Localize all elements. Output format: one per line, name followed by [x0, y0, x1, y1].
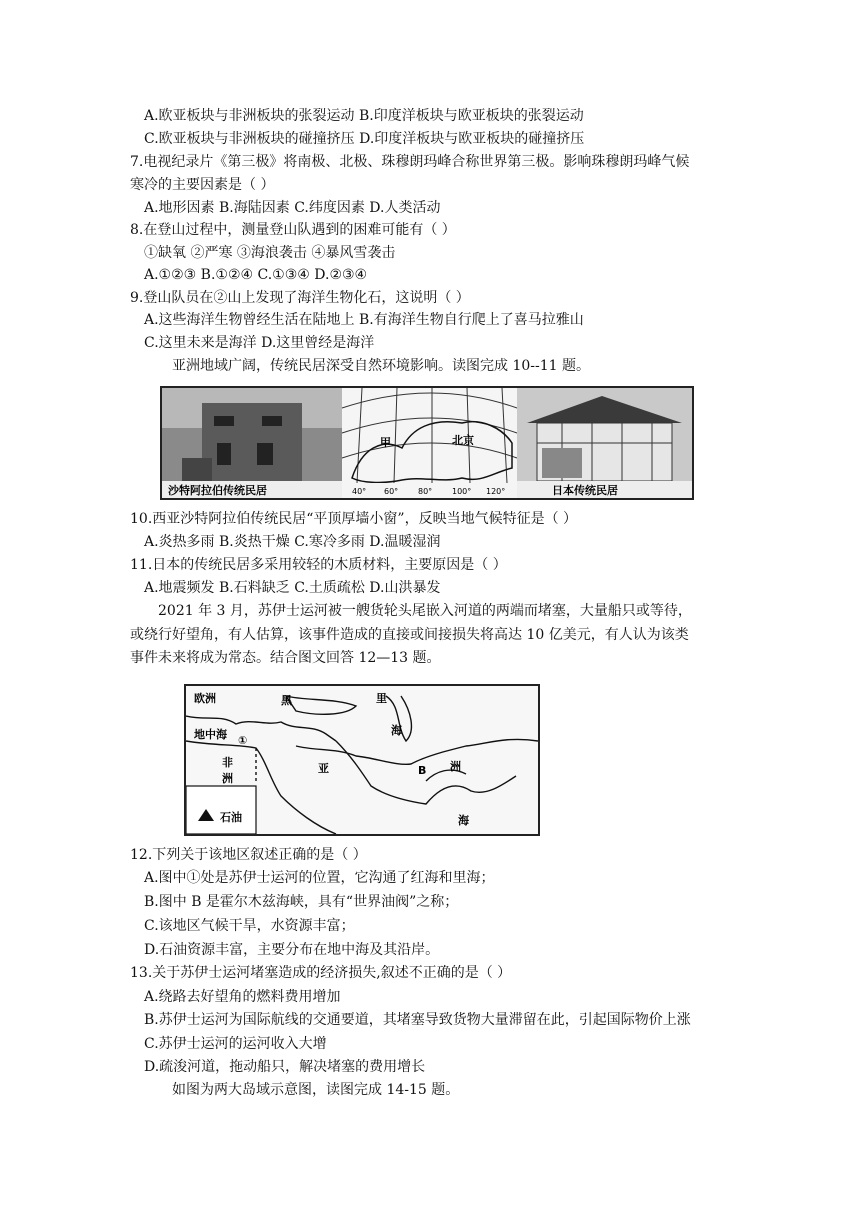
saudi-house-caption: 沙特阿拉伯传统民居	[168, 484, 267, 497]
q7-stem-line2: 寒冷的主要因素是（ ）	[130, 177, 275, 193]
intro-12-13-line1: 2021 年 3 月，苏伊士运河被一艘货轮头尾嵌入河道的两端而堵塞，大量船只或等待，	[158, 603, 692, 619]
q6-options-ab: A.欧亚板块与非洲板块的张裂运动 B.印度洋板块与欧亚板块的张裂运动	[144, 108, 584, 124]
q8-stem: 8.在登山过程中，测量登山队遇到的困难可能有（ ）	[130, 222, 456, 238]
intro-12-13-line3: 事件未来将成为常态。结合图文回答 12—13 题。	[130, 650, 441, 666]
lon-tick-120: 120°	[486, 487, 506, 496]
legend-oil-label: 石油	[220, 811, 242, 824]
lon-tick-80: 80°	[418, 487, 433, 496]
q12-option-b: B.图中 B 是霍尔木兹海峡，具有“世界油阀”之称；	[144, 894, 459, 910]
map2-label-europe: 欧洲	[194, 692, 216, 705]
q13-option-b: B.苏伊士运河为国际航线的交通要道，其堵塞导致货物大量滞留在此，引起国际物价上涨	[144, 1012, 691, 1028]
japan-house-photo	[517, 388, 692, 498]
lon-tick-40: 40°	[352, 487, 367, 496]
figure-middle-east-map	[184, 684, 540, 836]
q6-options-cd: C.欧亚板块与非洲板块的碰撞挤压 D.印度洋板块与欧亚板块的碰撞挤压	[144, 131, 585, 147]
intro-10-11: 亚洲地域广阔，传统民居深受自然环境影响。读图完成 10--11 题。	[172, 358, 590, 374]
q12-stem: 12.下列关于该地区叙述正确的是（ ）	[130, 847, 367, 863]
q13-option-d: D.疏浚河道，拖动船只，解决堵塞的费用增长	[144, 1059, 426, 1075]
q9-stem: 9.登山队员在②山上发现了海洋生物化石，这说明（ ）	[130, 290, 470, 306]
map2-label-fei: 非	[222, 756, 233, 769]
map2-label-zhou-asia: 洲	[450, 760, 461, 773]
q13-option-c: C.苏伊士运河的运河收入大增	[144, 1036, 327, 1052]
q8-items: ①缺氧 ②严寒 ③海浪袭击 ④暴风雪袭击	[144, 245, 396, 261]
map2-label-zhou-africa: 洲	[222, 772, 233, 785]
map2-label-li: 里	[376, 692, 387, 705]
q10-stem: 10.西亚沙特阿拉伯传统民居“平顶厚墙小窗”，反映当地气候特征是（ ）	[130, 511, 578, 527]
q7-stem-line1: 7.电视纪录片《第三极》将南极、北极、珠穆朗玛峰合称世界第三极。影响珠穆朗玛峰气候	[130, 154, 690, 170]
lon-tick-60: 60°	[384, 487, 399, 496]
q11-stem: 11.日本的传统民居多采用较轻的木质材料，主要原因是（ ）	[130, 557, 507, 573]
intro-12-13-line2: 或绕行好望角，有人估算，该事件造成的直接或间接损失将高达 10 亿美元，有人认为该类	[130, 627, 689, 643]
map-label-jia: 甲	[380, 436, 391, 449]
q12-option-a: A.图中①处是苏伊士运河的位置，它沟通了红海和里海；	[144, 870, 495, 886]
q13-option-a: A.绕路去好望角的燃料费用增加	[144, 989, 341, 1005]
q7-options: A.地形因素 B.海陆因素 C.纬度因素 D.人类活动	[144, 200, 441, 216]
map2-label-mediterranean: 地中海	[194, 728, 227, 741]
q12-option-d: D.石油资源丰富，主要分布在地中海及其沿岸。	[144, 942, 440, 958]
map2-label-hai-south: 海	[458, 814, 469, 827]
q11-options: A.地震频发 B.石料缺乏 C.土质疏松 D.山洪暴发	[144, 580, 441, 596]
map-label-beijing: 北京	[452, 434, 474, 447]
saudi-house-photo	[162, 388, 342, 498]
map2-label-hei: 黑	[281, 694, 292, 707]
q9-options-ab: A.这些海洋生物曾经生活在陆地上 B.有海洋生物自行爬上了喜马拉雅山	[144, 312, 584, 328]
asia-map	[342, 388, 517, 498]
q13-stem: 13.关于苏伊士运河堵塞造成的经济损失,叙述不正确的是（ ）	[130, 965, 512, 981]
map2-label-hai: 海	[391, 724, 402, 737]
q8-options: A.①②③ B.①②④ C.①③④ D.②③④	[144, 267, 368, 283]
lon-tick-100: 100°	[452, 487, 472, 496]
intro-14-15: 如图为两大岛域示意图，读图完成 14-15 题。	[172, 1082, 460, 1098]
q9-options-cd: C.这里未来是海洋 D.这里曾经是海洋	[144, 335, 375, 351]
map2-label-ya: 亚	[318, 762, 329, 775]
q12-option-c: C.该地区气候干旱，水资源丰富；	[144, 918, 355, 934]
q10-options: A.炎热多雨 B.炎热干燥 C.寒冷多雨 D.温暖湿润	[144, 534, 441, 550]
map2-label-b: B	[418, 764, 427, 777]
figure-houses-map	[160, 386, 694, 500]
japan-house-caption: 日本传统民居	[552, 484, 618, 497]
map2-label-marker-1: ①	[238, 734, 248, 747]
